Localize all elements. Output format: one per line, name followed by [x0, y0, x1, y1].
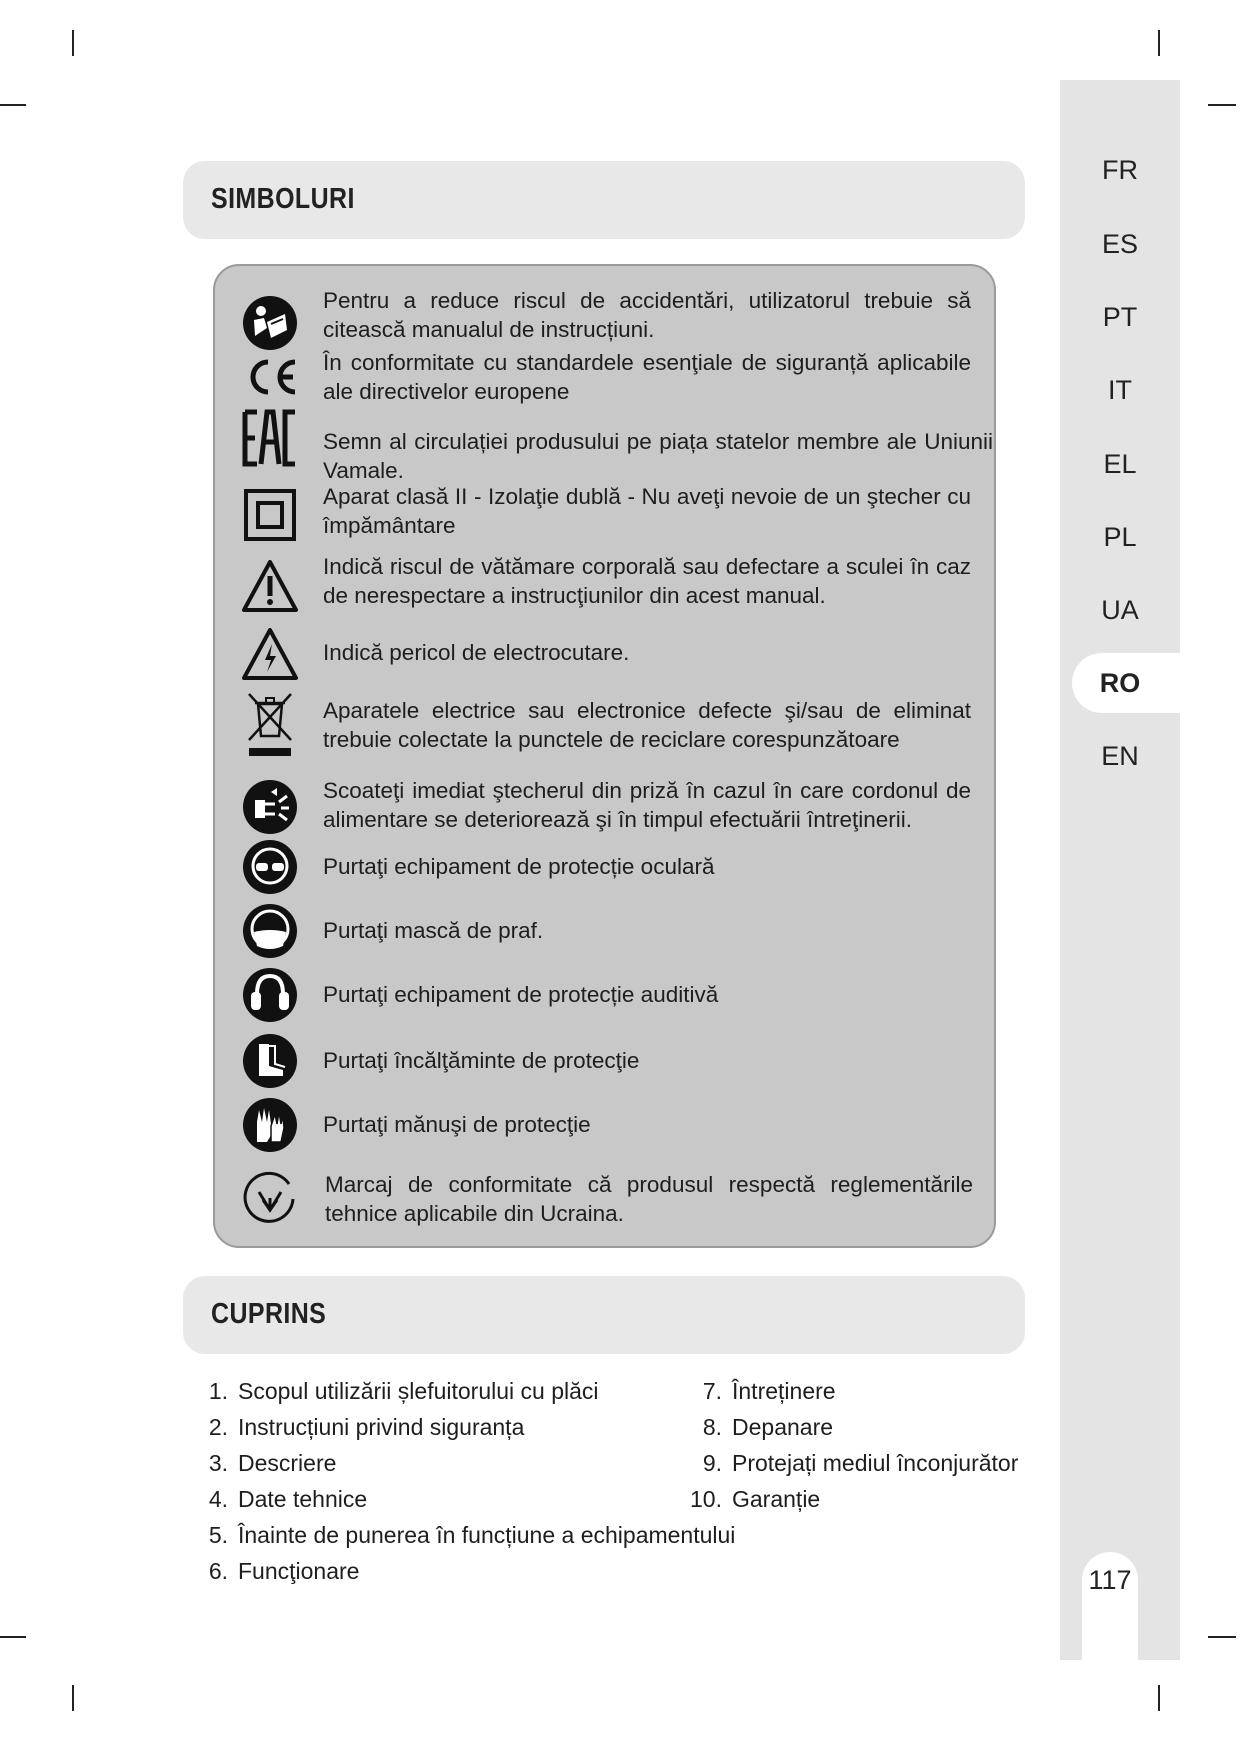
language-tab-fr[interactable]: FR	[1102, 155, 1138, 185]
symbol-description: Marcaj de conformitate că produsul respectă reglementările tehnice aplicabile din Ucraina.	[325, 1172, 973, 1226]
contents-header	[183, 1276, 1025, 1354]
language-tab-it[interactable]: IT	[1108, 375, 1132, 405]
language-tab-ro[interactable]: RO	[1099, 668, 1141, 698]
symbol-description: Purtaţi echipament de protecție auditivă	[323, 982, 719, 1007]
language-tab-el[interactable]: EL	[1103, 449, 1137, 479]
contents-title: CUPRINS	[211, 1298, 327, 1330]
symbol-description: Aparat clasă II - Izolaţie dublă - Nu aveţi nevoie de un ştecher cu împământare	[323, 484, 971, 538]
contents-item[interactable]: 9. Protejați mediul înconjurător	[702, 1450, 1019, 1476]
symbol-description: Scoateţi imediat ştecherul din priză în cazul în care cordonul de alimentare se deteriorează şi în timpul efectuării întreţinerii.	[323, 778, 971, 832]
symbol-description: Indică riscul de vătămare corporală sau defectare a sculei în caz de nerespectare a instrucţiunilor din acest manual.	[323, 554, 971, 608]
language-tab-pl[interactable]: PL	[1103, 522, 1137, 552]
contents-item[interactable]: 5. Înainte de punerea în funcțiune a echipamentului	[208, 1522, 736, 1548]
contents-item[interactable]: 7. Întreținere	[702, 1378, 836, 1404]
language-tab-ua[interactable]: UA	[1101, 595, 1139, 625]
symbol-description: Purtaţi mască de praf.	[323, 918, 544, 943]
symbol-description: În conformitate cu standardele esenţiale de siguranță aplicabile ale directivelor europene	[323, 350, 971, 404]
ce-mark-icon	[241, 348, 299, 406]
contents-item[interactable]: 2. Instrucțiuni privind siguranța	[208, 1414, 525, 1440]
safety-boots-icon	[241, 1032, 299, 1090]
symbol-description: Purtaţi mănuşi de protecţie	[323, 1112, 591, 1137]
contents-item[interactable]: 8. Depanare	[702, 1414, 834, 1440]
eac-mark-icon	[241, 406, 299, 470]
symbol-description: Pentru a reduce riscul de accidentări, utilizatorul trebuie să citească manualul de instrucțiuni.	[323, 288, 971, 342]
crop-mark	[0, 1636, 26, 1638]
contents-item[interactable]: 1. Scopul utilizării șlefuitorului cu plăci	[208, 1378, 599, 1404]
ukrainian-conformity-mark-icon	[241, 1170, 299, 1228]
crop-mark	[1158, 30, 1160, 56]
ear-protection-icon	[241, 966, 299, 1024]
contents-list-left	[200, 1373, 736, 1589]
symbols-title: SIMBOLURI	[211, 183, 355, 215]
contents-item[interactable]: 4. Date tehnice	[208, 1486, 368, 1512]
symbol-description: Indică pericol de electrocutare.	[323, 640, 630, 665]
symbols-panel	[213, 264, 996, 1248]
language-tab-pt[interactable]: PT	[1102, 302, 1138, 332]
symbol-description: Aparatele electrice sau electronice defecte şi/sau de eliminat trebuie colectate la punctele de reciclare corespunzătoare	[323, 698, 971, 752]
contents-list-right	[684, 1373, 1019, 1517]
read-manual-icon	[241, 294, 299, 352]
language-tab-es[interactable]: ES	[1101, 229, 1139, 259]
warning-icon	[241, 558, 299, 616]
eye-protection-icon	[241, 838, 299, 896]
crop-mark	[72, 30, 74, 56]
symbols-header	[183, 161, 1025, 239]
contents-item[interactable]: 10. Garanție	[690, 1486, 821, 1512]
weee-crossed-bin-icon	[241, 690, 299, 760]
language-tab-en[interactable]: EN	[1101, 741, 1139, 771]
symbol-description: Purtaţi încălţăminte de protecţie	[323, 1048, 640, 1073]
class-ii-double-insulation-icon	[241, 486, 299, 544]
crop-mark	[1158, 1685, 1160, 1711]
crop-mark	[72, 1685, 74, 1711]
crop-mark	[1208, 104, 1236, 106]
symbol-description: Purtaţi echipament de protecție oculară	[323, 854, 715, 879]
page-number: 117	[1088, 1565, 1132, 1595]
protective-gloves-icon	[241, 1096, 299, 1154]
contents-item[interactable]: 3. Descriere	[208, 1450, 337, 1476]
symbol-description: Semn al circulației produsului pe piața statelor membre ale Uniunii Vamale.	[323, 429, 993, 483]
contents-item[interactable]: 6. Funcţionare	[208, 1558, 360, 1584]
crop-mark	[1208, 1636, 1236, 1638]
crop-mark	[0, 104, 26, 106]
dust-mask-icon	[241, 902, 299, 960]
unplug-icon	[241, 778, 299, 836]
electric-shock-warning-icon	[241, 626, 299, 684]
